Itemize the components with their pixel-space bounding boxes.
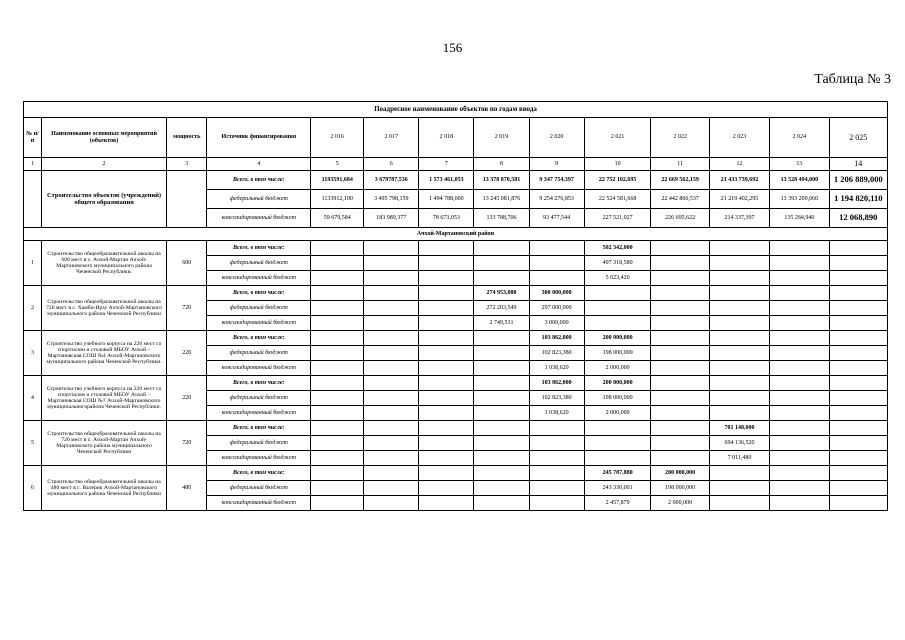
- year-value: [364, 241, 419, 256]
- year-value: [419, 466, 474, 481]
- year-value: [651, 421, 709, 436]
- year-value: [651, 436, 709, 451]
- funding-source: Всего, в том числе:: [207, 376, 311, 391]
- year-value: [364, 361, 419, 376]
- year-value: [770, 346, 829, 361]
- year-value: 13 528 494,000: [770, 171, 829, 190]
- year-value: 102 823,380: [529, 346, 584, 361]
- year-value: 300 000,000: [529, 286, 584, 301]
- year-value: 1 573 461,053: [419, 171, 474, 190]
- year-value: [364, 376, 419, 391]
- col-number: 6: [364, 158, 419, 171]
- header-year: 2 019: [474, 118, 529, 158]
- year-value: [419, 346, 474, 361]
- year-value: 135 284,940: [770, 209, 829, 228]
- year-value: [829, 256, 887, 271]
- year-value: [419, 316, 474, 331]
- funding-source: Всего, в том числе:: [207, 421, 311, 436]
- year-value: 103 862,000: [529, 376, 584, 391]
- year-value: [829, 421, 887, 436]
- year-value: [829, 361, 887, 376]
- table-title: Таблица № 3: [814, 72, 891, 87]
- year-value: [829, 271, 887, 286]
- year-value: [529, 496, 584, 511]
- year-value: [364, 466, 419, 481]
- header-year: 2 024: [770, 118, 829, 158]
- year-value: [364, 481, 419, 496]
- year-value: [529, 451, 584, 466]
- year-value: 297 000,000: [529, 301, 584, 316]
- col-number: 9: [529, 158, 584, 171]
- year-value: [311, 316, 364, 331]
- project-capacity: 720: [167, 421, 207, 466]
- funding-source: федеральный бюджет: [207, 301, 311, 316]
- funding-source: консолидированный бюджет: [207, 361, 311, 376]
- project-name: Строительство общеобразовательной школы на 600 мест в с. Ачхой-Мартан Ачхой-Мартановского муниципального района Чеченской Республики.: [42, 241, 167, 286]
- funding-source: федеральный бюджет: [207, 436, 311, 451]
- year-value: [364, 391, 419, 406]
- year-value: 200 000,000: [651, 466, 709, 481]
- year-value: [709, 286, 769, 301]
- funding-source: федеральный бюджет: [207, 391, 311, 406]
- year-value: [770, 451, 829, 466]
- year-value: [529, 436, 584, 451]
- header-row: [24, 118, 888, 158]
- project-name: Строительство общеобразовательной школы на 720 мест в с. Хамби-Ирзу Ачхой-Мартановского муниципального района Чеченской Республики: [42, 286, 167, 331]
- year-value: [474, 346, 529, 361]
- year-value: [474, 256, 529, 271]
- year-value: 133 788,706: [474, 209, 529, 228]
- year-value: [311, 406, 364, 421]
- funding-source: консолидированный бюджет: [207, 496, 311, 511]
- header-year: 2 020: [529, 118, 584, 158]
- header-year: 2 023: [709, 118, 769, 158]
- year-value: [474, 496, 529, 511]
- funding-source: Всего, в том числе:: [207, 171, 311, 190]
- year-value: [709, 481, 769, 496]
- year-value: 78 673,053: [419, 209, 474, 228]
- funding-source: консолидированный бюджет: [207, 451, 311, 466]
- year-value: [829, 436, 887, 451]
- year-value: [584, 451, 651, 466]
- year-value: [770, 331, 829, 346]
- project-capacity: 480: [167, 466, 207, 511]
- year-value: [709, 256, 769, 271]
- col-number: 8: [474, 158, 529, 171]
- year-value: [474, 376, 529, 391]
- year-value: [770, 496, 829, 511]
- year-value: [474, 271, 529, 286]
- year-value: 22 669 562,159: [651, 171, 709, 190]
- year-value: 3 679787,536: [364, 171, 419, 190]
- year-value: [651, 361, 709, 376]
- year-value: [529, 271, 584, 286]
- project-row: [24, 421, 888, 436]
- year-value: [651, 346, 709, 361]
- year-value: [474, 436, 529, 451]
- year-value: [311, 361, 364, 376]
- district-row: [24, 228, 888, 241]
- year-value: [474, 391, 529, 406]
- header-year: 2 021: [584, 118, 651, 158]
- year-value: [419, 271, 474, 286]
- year-value: 1133912,100: [311, 190, 364, 209]
- year-value: 13 378 870,581: [474, 171, 529, 190]
- year-value: 22 442 866,537: [651, 190, 709, 209]
- year-value: 243 330,001: [584, 481, 651, 496]
- year-value: [709, 391, 769, 406]
- year-value: [311, 436, 364, 451]
- year-value: 21 433 739,692: [709, 171, 769, 190]
- col-number: 4: [207, 158, 311, 171]
- year-value: 198 000,000: [651, 481, 709, 496]
- year-value: [651, 406, 709, 421]
- year-value: [709, 316, 769, 331]
- year-value: [584, 301, 651, 316]
- funding-source: федеральный бюджет: [207, 256, 311, 271]
- year-value: [311, 451, 364, 466]
- year-value: [651, 301, 709, 316]
- year-value: [474, 466, 529, 481]
- project-name: Строительство учебного корпуса на 220 мест со спортзалом и столовой МБОУ Ачхой – Мартановская СОШ №4 Ачхой-Мартановского муниципального района Чеченской Республики.: [42, 331, 167, 376]
- col-number: 14: [829, 158, 887, 171]
- year-value: [584, 436, 651, 451]
- year-value: [829, 391, 887, 406]
- col-number: 3: [167, 158, 207, 171]
- year-value: [651, 331, 709, 346]
- year-value: [651, 391, 709, 406]
- year-value: [770, 466, 829, 481]
- year-value: 13 393 209,060: [770, 190, 829, 209]
- year-value: 7 011,480: [709, 451, 769, 466]
- funding-source: Всего, в том числе:: [207, 286, 311, 301]
- header-year: 2 018: [419, 118, 474, 158]
- header-capacity: мощность: [167, 118, 207, 158]
- year-value: [529, 481, 584, 496]
- year-value: 3 495 798,159: [364, 190, 419, 209]
- year-value: 2 000,000: [651, 496, 709, 511]
- year-value: [364, 286, 419, 301]
- project-row: [24, 466, 888, 481]
- year-value: [311, 391, 364, 406]
- year-value: 3 000,000: [529, 316, 584, 331]
- col-number: 11: [651, 158, 709, 171]
- year-value: [364, 421, 419, 436]
- year-value: [311, 421, 364, 436]
- year-value: [364, 496, 419, 511]
- table-caption: Поадресное наименование объектов по годам ввода: [24, 102, 888, 118]
- project-name: Строительство учебного корпуса на 220 мест со спортзалом и столовой МБОУ Ачхой – Мартановская СОШ №7 Ачхой-Мартановского муниципальногорайона Чеченской Республики.: [42, 376, 167, 421]
- year-value: [474, 241, 529, 256]
- year-value: [311, 481, 364, 496]
- project-row: [24, 376, 888, 391]
- year-value: [829, 376, 887, 391]
- year-value: [364, 451, 419, 466]
- year-value: [584, 316, 651, 331]
- year-value: [311, 376, 364, 391]
- year-value: 2 457,879: [584, 496, 651, 511]
- funding-source: федеральный бюджет: [207, 481, 311, 496]
- year-value: [529, 256, 584, 271]
- funding-source: Всего, в том числе:: [207, 466, 311, 481]
- col-number: 12: [709, 158, 769, 171]
- header-year: 2 017: [364, 118, 419, 158]
- funding-source: федеральный бюджет: [207, 190, 311, 209]
- year-value: 103 862,000: [529, 331, 584, 346]
- year-value: [474, 406, 529, 421]
- funding-source: Всего, в том числе:: [207, 241, 311, 256]
- year-value: [584, 286, 651, 301]
- year-value: [709, 466, 769, 481]
- year-value: 1 194 820,110: [829, 190, 887, 209]
- year-value: [829, 316, 887, 331]
- year-value: [311, 496, 364, 511]
- year-value: [829, 286, 887, 301]
- year-value: [311, 286, 364, 301]
- funding-source: консолидированный бюджет: [207, 209, 311, 228]
- year-value: [529, 241, 584, 256]
- year-value: 1 038,620: [529, 406, 584, 421]
- year-value: [529, 466, 584, 481]
- year-value: [311, 301, 364, 316]
- header-num: № п/п: [24, 118, 42, 158]
- year-value: 198 000,000: [584, 391, 651, 406]
- year-value: 1 206 889,000: [829, 171, 887, 190]
- year-value: [474, 481, 529, 496]
- year-value: [419, 421, 474, 436]
- year-value: [829, 406, 887, 421]
- year-value: [419, 391, 474, 406]
- funding-source: федеральный бюджет: [207, 346, 311, 361]
- year-value: 502 342,000: [584, 241, 651, 256]
- year-value: [311, 331, 364, 346]
- year-value: 12 068,890: [829, 209, 887, 228]
- year-value: [474, 421, 529, 436]
- project-row: [24, 286, 888, 301]
- year-value: 226 695,622: [651, 209, 709, 228]
- summary-capacity: [167, 171, 207, 228]
- year-value: 694 136,520: [709, 436, 769, 451]
- year-value: [651, 271, 709, 286]
- year-value: 214 337,397: [709, 209, 769, 228]
- summary-num: [24, 171, 42, 228]
- year-value: [770, 286, 829, 301]
- year-value: 200 000,000: [584, 331, 651, 346]
- year-value: [584, 421, 651, 436]
- project-num: 1: [24, 241, 42, 286]
- year-value: [709, 406, 769, 421]
- year-value: 200 000,000: [584, 376, 651, 391]
- year-value: [419, 406, 474, 421]
- year-value: [364, 256, 419, 271]
- year-value: [829, 466, 887, 481]
- year-value: [709, 496, 769, 511]
- year-value: [364, 331, 419, 346]
- project-row: [24, 331, 888, 346]
- year-value: [770, 241, 829, 256]
- project-row: [24, 241, 888, 256]
- year-value: [829, 346, 887, 361]
- year-value: 21 219 402,295: [709, 190, 769, 209]
- year-value: [651, 241, 709, 256]
- project-num: 5: [24, 421, 42, 466]
- year-value: [419, 436, 474, 451]
- year-value: [474, 451, 529, 466]
- project-name: Строительство общеобразовательной школы на 720 мест в с. Ачхой-Мартан Ачхой-Мартановского района муниципального Чеченской Республики: [42, 421, 167, 466]
- year-value: [770, 436, 829, 451]
- year-value: [709, 331, 769, 346]
- year-value: [651, 451, 709, 466]
- year-value: [419, 241, 474, 256]
- funding-source: Всего, в том числе:: [207, 331, 311, 346]
- year-value: [651, 316, 709, 331]
- year-value: [770, 391, 829, 406]
- summary-row: [24, 171, 888, 190]
- year-value: [364, 316, 419, 331]
- project-capacity: 720: [167, 286, 207, 331]
- year-value: [709, 376, 769, 391]
- year-value: 59 679,584: [311, 209, 364, 228]
- year-value: 272 203,549: [474, 301, 529, 316]
- year-value: 1 494 788,000: [419, 190, 474, 209]
- year-value: 701 148,000: [709, 421, 769, 436]
- year-value: 22 752 102,695: [584, 171, 651, 190]
- year-value: [829, 481, 887, 496]
- year-value: 9 347 754,397: [529, 171, 584, 190]
- funding-source: консолидированный бюджет: [207, 271, 311, 286]
- year-value: [770, 316, 829, 331]
- year-value: 93 477,544: [529, 209, 584, 228]
- year-value: [770, 421, 829, 436]
- year-value: [829, 331, 887, 346]
- year-value: [709, 241, 769, 256]
- year-value: 245 787,880: [584, 466, 651, 481]
- header-source: Источник финансирования: [207, 118, 311, 158]
- project-name: Строительство общеобразовательной школы на 480 мест в с. Валерик Ачхой-Мартановского муниципального района Чеченской Республики: [42, 466, 167, 511]
- col-number: 1: [24, 158, 42, 171]
- year-value: [364, 346, 419, 361]
- year-value: [770, 406, 829, 421]
- year-value: [709, 346, 769, 361]
- col-number: 7: [419, 158, 474, 171]
- header-year: 2 025: [829, 118, 887, 158]
- year-value: 227 521,027: [584, 209, 651, 228]
- column-numbers-row: [24, 158, 888, 171]
- col-number: 10: [584, 158, 651, 171]
- year-value: [651, 376, 709, 391]
- year-value: [419, 361, 474, 376]
- header-year: 2 016: [311, 118, 364, 158]
- year-value: 2 000,000: [584, 406, 651, 421]
- year-value: 9 254 276,853: [529, 190, 584, 209]
- project-num: 4: [24, 376, 42, 421]
- year-value: [419, 286, 474, 301]
- funding-source: консолидированный бюджет: [207, 406, 311, 421]
- year-value: [419, 496, 474, 511]
- project-capacity: 600: [167, 241, 207, 286]
- year-value: [829, 301, 887, 316]
- year-value: [419, 301, 474, 316]
- year-value: [709, 361, 769, 376]
- col-number: 5: [311, 158, 364, 171]
- project-num: 6: [24, 466, 42, 511]
- year-value: [474, 331, 529, 346]
- year-value: [709, 301, 769, 316]
- year-value: [770, 361, 829, 376]
- project-capacity: 220: [167, 331, 207, 376]
- project-capacity: 220: [167, 376, 207, 421]
- year-value: [419, 481, 474, 496]
- year-value: [311, 241, 364, 256]
- year-value: [651, 286, 709, 301]
- funding-source: консолидированный бюджет: [207, 316, 311, 331]
- year-value: [311, 466, 364, 481]
- year-value: 102 823,380: [529, 391, 584, 406]
- year-value: 198 000,000: [584, 346, 651, 361]
- year-value: [364, 301, 419, 316]
- year-value: 1193591,684: [311, 171, 364, 190]
- header-year: 2 022: [651, 118, 709, 158]
- year-value: [770, 481, 829, 496]
- year-value: [311, 271, 364, 286]
- year-value: [829, 241, 887, 256]
- district-name: Ачхой-Мартановский район: [24, 228, 888, 241]
- year-value: 497 318,580: [584, 256, 651, 271]
- year-value: [529, 421, 584, 436]
- year-value: 5 023,420: [584, 271, 651, 286]
- year-value: 13 245 081,876: [474, 190, 529, 209]
- year-value: 183 989,377: [364, 209, 419, 228]
- year-value: [770, 256, 829, 271]
- page-number: 156: [442, 40, 463, 55]
- year-value: [311, 346, 364, 361]
- year-value: 274 953,080: [474, 286, 529, 301]
- year-value: 2 000,000: [584, 361, 651, 376]
- year-value: 1 038,620: [529, 361, 584, 376]
- year-value: [709, 271, 769, 286]
- project-num: 2: [24, 286, 42, 331]
- investment-table: [23, 101, 888, 511]
- year-value: 22 524 581,668: [584, 190, 651, 209]
- col-number: 13: [770, 158, 829, 171]
- year-value: [419, 451, 474, 466]
- year-value: [364, 406, 419, 421]
- year-value: [829, 496, 887, 511]
- year-value: [419, 331, 474, 346]
- year-value: [770, 271, 829, 286]
- year-value: [770, 376, 829, 391]
- year-value: [770, 301, 829, 316]
- year-value: [364, 271, 419, 286]
- year-value: [419, 256, 474, 271]
- year-value: [419, 376, 474, 391]
- summary-name: Строительство объектов (учреждений) общего образования: [42, 171, 167, 228]
- year-value: [364, 436, 419, 451]
- year-value: [829, 451, 887, 466]
- year-value: 2 749,531: [474, 316, 529, 331]
- year-value: [474, 361, 529, 376]
- project-num: 3: [24, 331, 42, 376]
- year-value: [311, 256, 364, 271]
- header-name: Наименование основных мероприятий (объектов): [42, 118, 167, 158]
- year-value: [651, 256, 709, 271]
- col-number: 2: [42, 158, 167, 171]
